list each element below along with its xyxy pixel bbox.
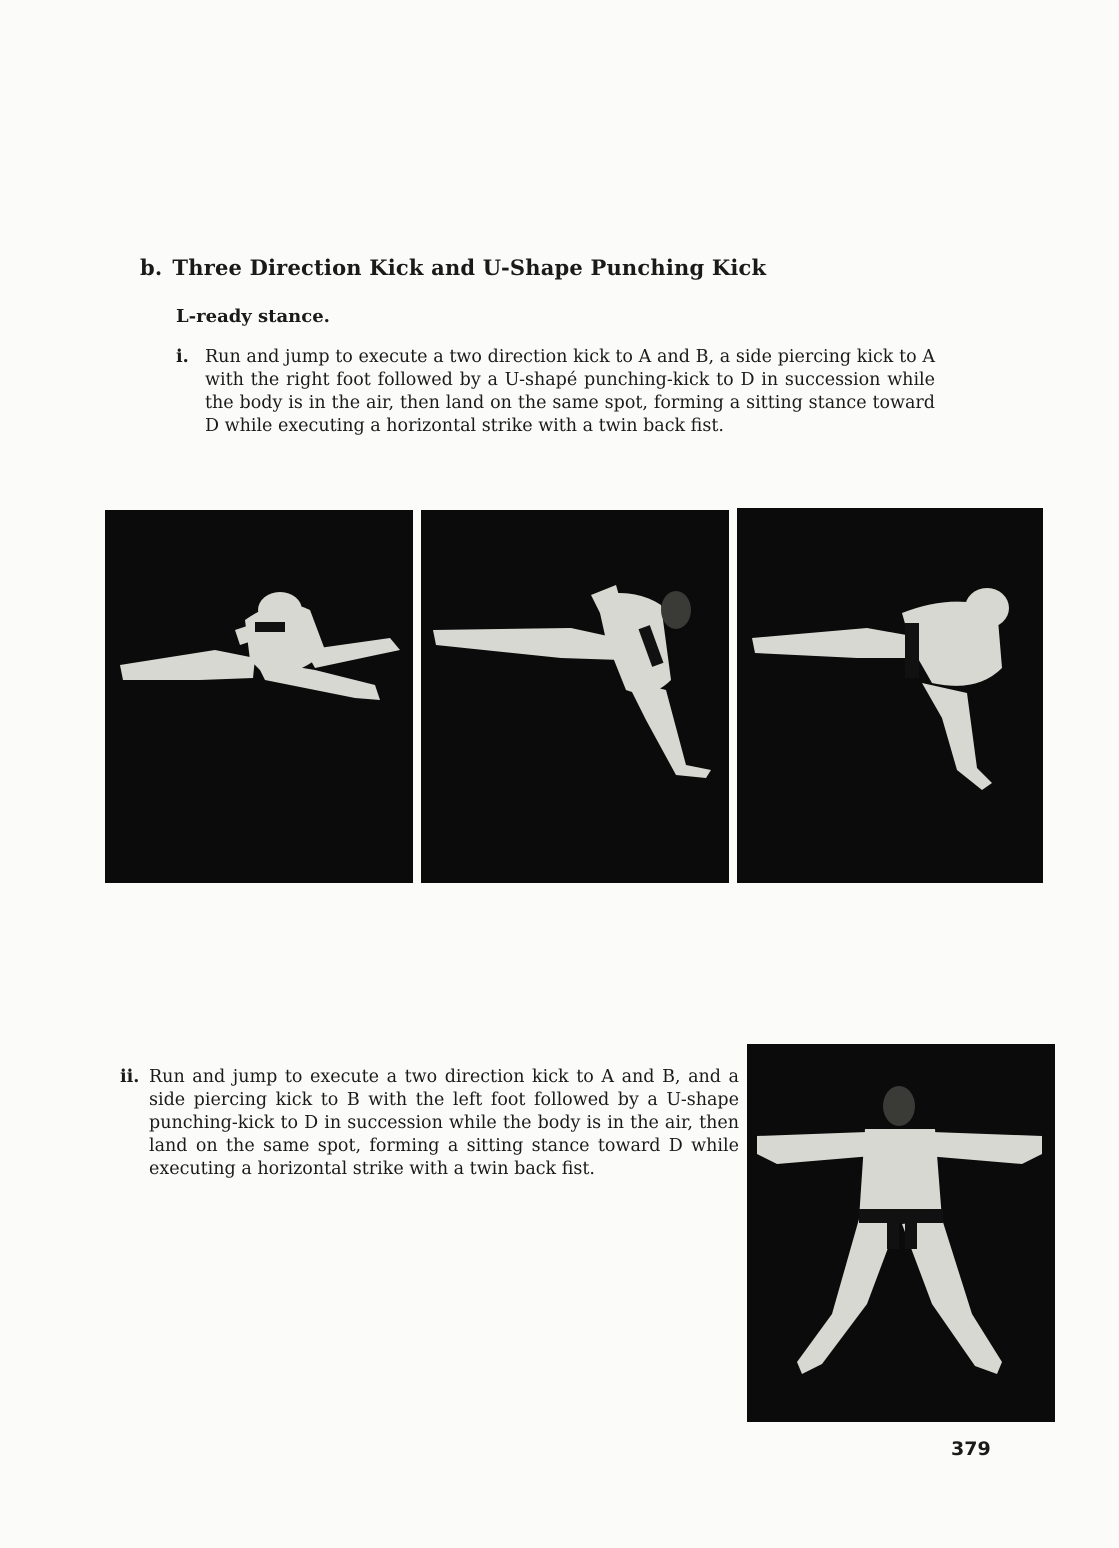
step-ii — [120, 1066, 739, 1181]
sitting-stance-twin-back-fist-photo — [747, 1044, 1055, 1422]
step-i — [176, 346, 935, 438]
step-i-marker: i. — [176, 347, 189, 367]
side-piercing-kick-photo — [421, 510, 729, 883]
section-title: Three Direction Kick and U-Shape Punching Kick — [172, 255, 767, 280]
section-number: b. — [140, 255, 163, 280]
jump-split-kick-photo — [105, 510, 413, 883]
step-ii-text: Run and jump to execute a two direction kick to A and B, and a side piercing kick to B with the left foot followed by a U-shape punching-kick to D in succession while the body is in the air, then land on the same spot, forming a sitting stance toward D while executing a horizontal strike with a twin back fist. — [149, 1067, 739, 1179]
stance-label: L-ready stance. — [176, 306, 330, 327]
page-number: 379 — [951, 1438, 991, 1460]
u-shape-punching-kick-photo — [737, 508, 1043, 883]
step-i-text: Run and jump to execute a two direction kick to A and B, a side piercing kick to A with the right foot followed by a U-shapé punching-kick to D in succession while the body is in the air, then land on the same spot, forming a sitting stance toward D while executing a horizontal strike with a twin back fist. — [205, 347, 935, 436]
step-ii-marker: ii. — [120, 1067, 140, 1087]
section-heading — [140, 255, 766, 280]
